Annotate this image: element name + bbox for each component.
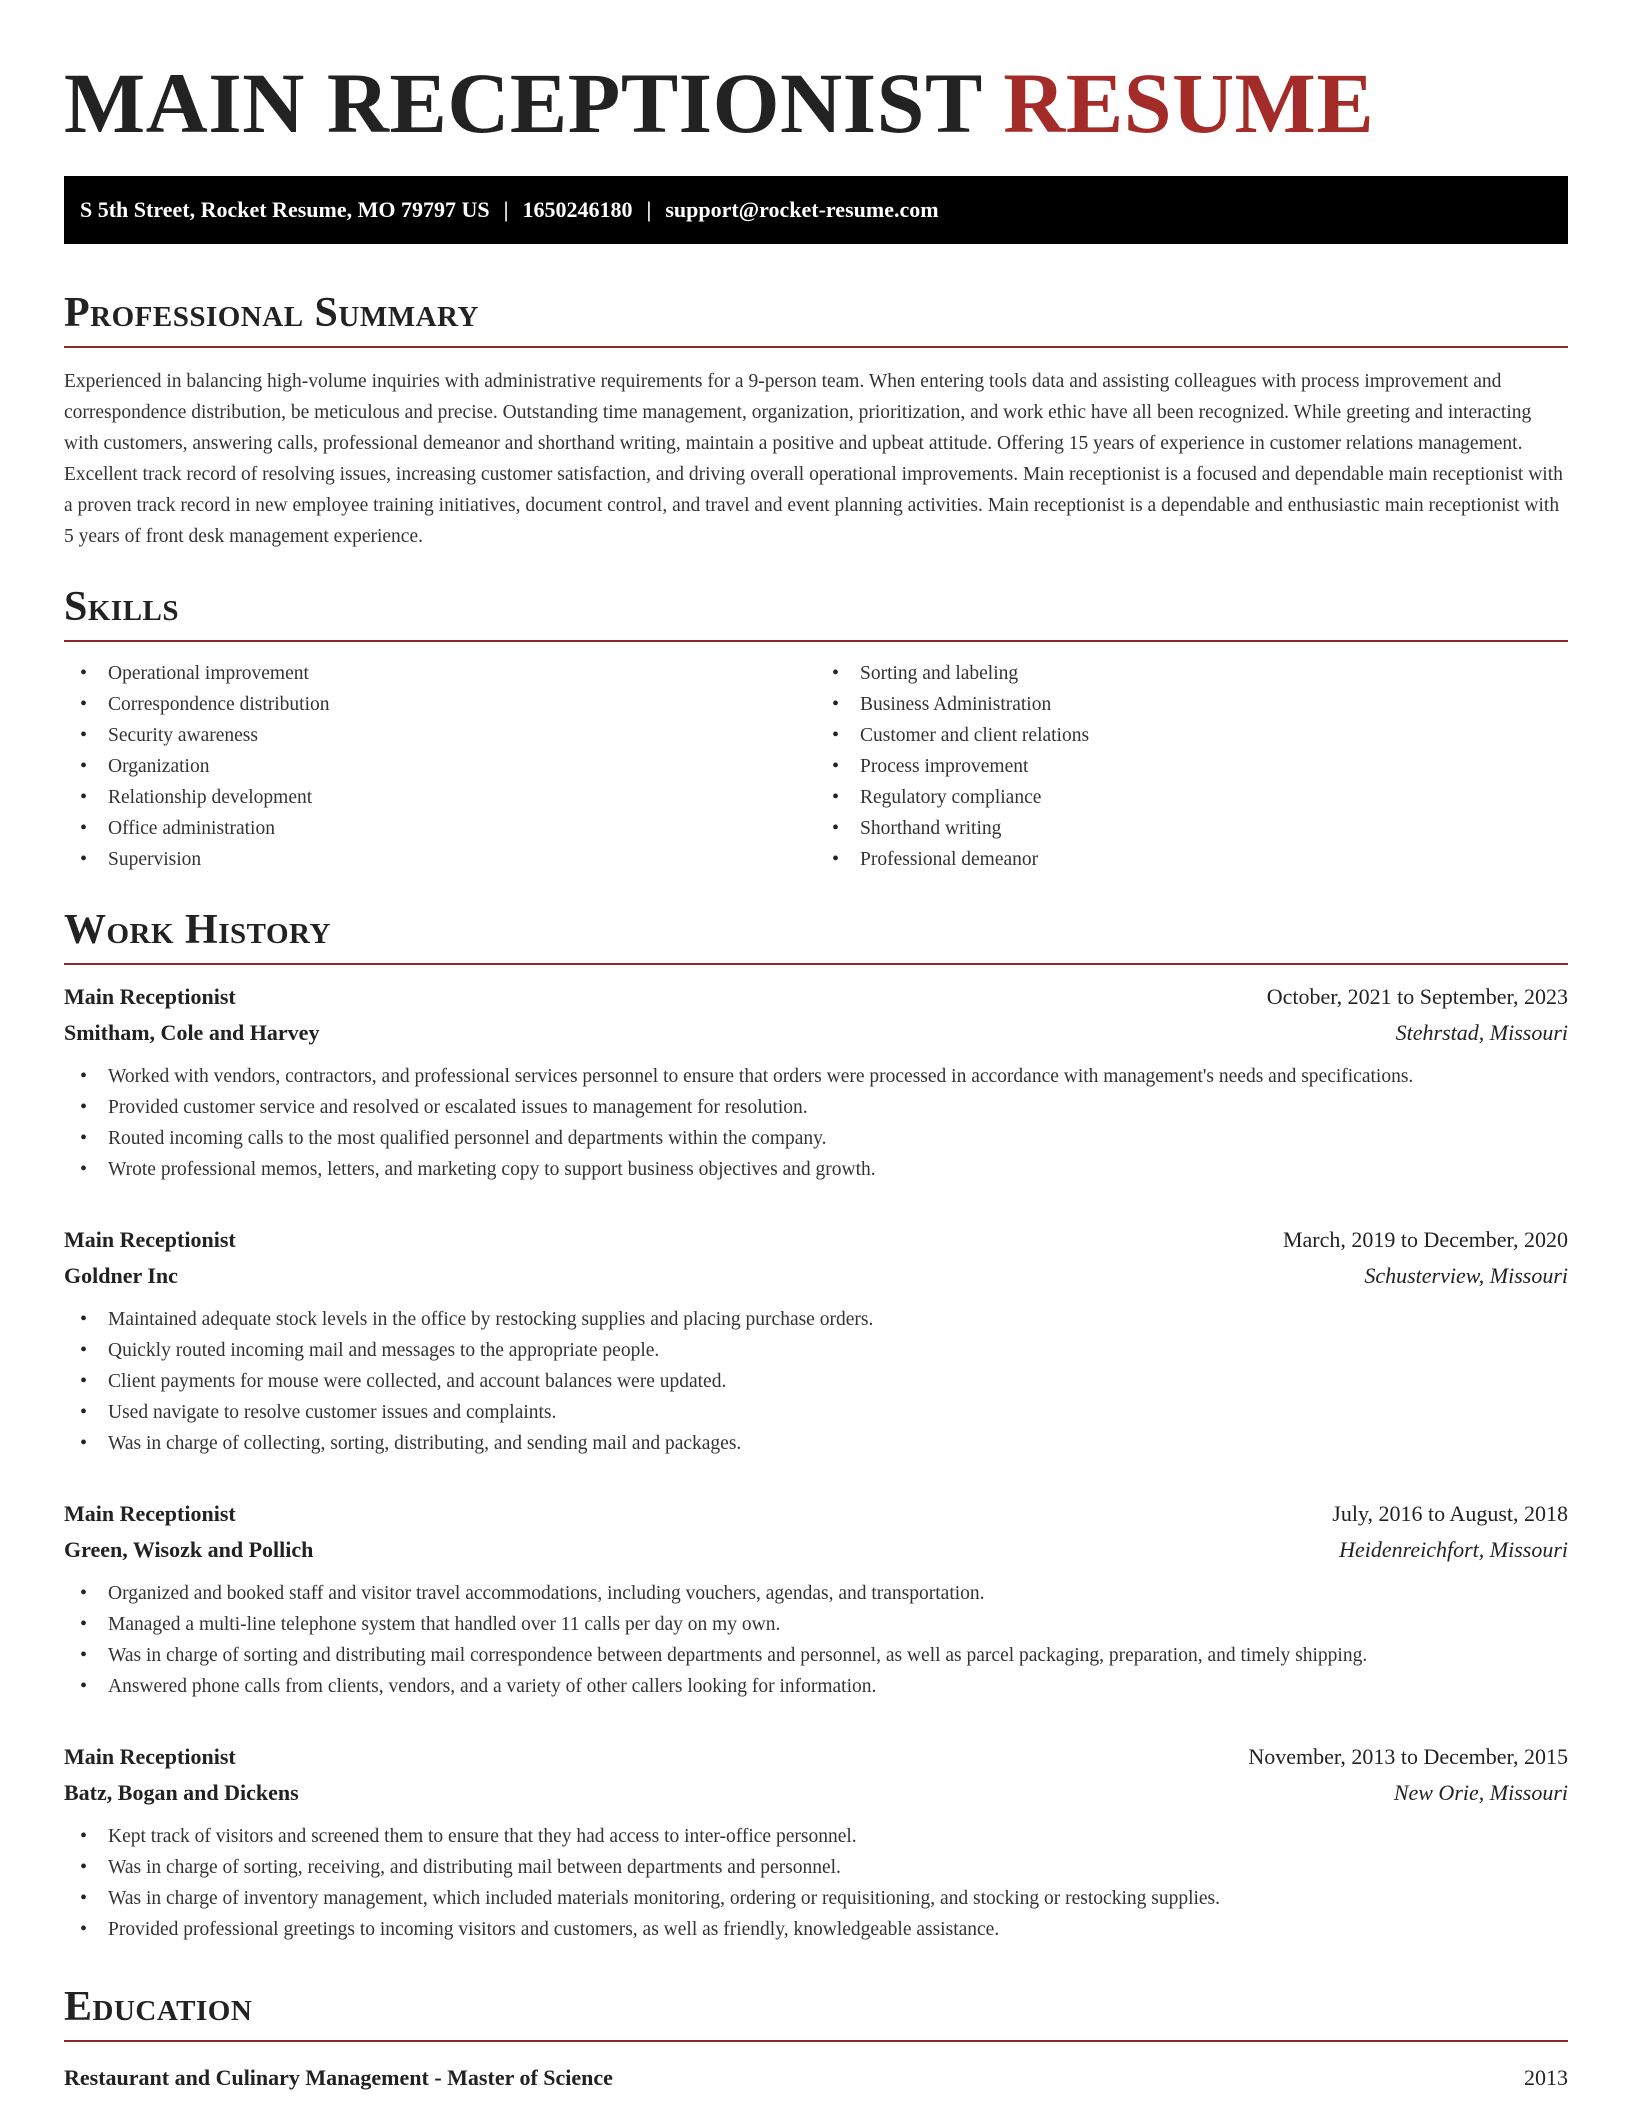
- job-company: Smitham, Cole and Harvey: [64, 1020, 320, 1045]
- job-duty: • Kept track of visitors and screened them to ensure that they had access to inter-office personnel.: [64, 1821, 1568, 1852]
- education-section: [64, 1982, 1568, 2096]
- job-dates: November, 2013 to December, 2015: [1248, 1744, 1568, 1769]
- job-title: Main Receptionist: [64, 1744, 236, 1769]
- skills-heading: Skills: [64, 582, 1568, 642]
- summary-heading: Professional Summary: [64, 288, 1568, 348]
- skills-right-list: [816, 658, 1568, 875]
- job-duty: • Was in charge of sorting and distributing mail correspondence between departments and personnel, as well as parcel packaging, preparation, and timely shipping.: [64, 1640, 1568, 1671]
- education-year: 2013: [1524, 2065, 1568, 2090]
- contact-separator: |: [646, 197, 652, 222]
- contact-address: S 5th Street, Rocket Resume, MO 79797 US: [80, 197, 490, 222]
- job-entry: [64, 1496, 1568, 1702]
- job-duties: [64, 1578, 1568, 1702]
- job-duty: • Managed a multi-line telephone system that handled over 11 calls per day on my own.: [64, 1609, 1568, 1640]
- job-duty: • Maintained adequate stock levels in the office by restocking supplies and placing purchase orders.: [64, 1304, 1568, 1335]
- skill-item: • Sorting and labeling: [816, 658, 1568, 689]
- job-duty: • Provided customer service and resolved or escalated issues to management for resolution.: [64, 1092, 1568, 1123]
- job-title: Main Receptionist: [64, 984, 236, 1009]
- title-main: MAIN RECEPTIONIST: [64, 55, 982, 151]
- education-degree: Restaurant and Culinary Management - Master of Science: [64, 2065, 613, 2090]
- job-company: Batz, Bogan and Dickens: [64, 1780, 299, 1805]
- job-duty: • Was in charge of collecting, sorting, distributing, and sending mail and packages.: [64, 1428, 1568, 1459]
- skill-item: • Shorthand writing: [816, 813, 1568, 844]
- contact-separator: |: [503, 197, 509, 222]
- skill-item: • Regulatory compliance: [816, 782, 1568, 813]
- work-history-heading: Work History: [64, 905, 1568, 965]
- skill-item: • Organization: [64, 751, 816, 782]
- skill-item: • Business Administration: [816, 689, 1568, 720]
- contact-phone: 1650246180: [522, 197, 633, 222]
- job-duty: • Worked with vendors, contractors, and professional services personnel to ensure that orders were processed in accordance with management's needs and specifications.: [64, 1061, 1568, 1092]
- job-duty: • Was in charge of inventory management, which included materials monitoring, ordering or requisitioning, and stocking or restocking supplies.: [64, 1883, 1568, 1914]
- skill-item: • Operational improvement: [64, 658, 816, 689]
- education-heading: Education: [64, 1982, 1568, 2042]
- job-duty: • Client payments for mouse were collected, and account balances were updated.: [64, 1366, 1568, 1397]
- job-duties: [64, 1061, 1568, 1185]
- education-entry: [64, 2060, 1568, 2096]
- job-location: Schusterview, Missouri: [1364, 1263, 1568, 1288]
- job-location: Stehrstad, Missouri: [1395, 1020, 1568, 1045]
- skill-item: • Relationship development: [64, 782, 816, 813]
- summary-text: Experienced in balancing high-volume inquiries with administrative requirements for a 9-person team. When entering tools data and assisting colleagues with process improvement and correspondence distribution, be meticulous and precise. Outstanding time management, organization, prioritization, and work ethic have all been recognized. While greeting and interacting with customers, answering calls, professional demeanor and shorthand writing, maintain a positive and upbeat attitude. Offering 15 years of experience in customer relations management. Excellent track record of resolving issues, increasing customer satisfaction, and driving overall operational improvements. Main receptionist is a focused and dependable main receptionist with a proven track record in new employee training initiatives, document control, and travel and event planning activities. Main receptionist is a dependable and enthusiastic main receptionist with 5 years of front desk management experience.: [64, 371, 1563, 547]
- job-company: Goldner Inc: [64, 1263, 178, 1288]
- summary-section: [64, 288, 1568, 552]
- job-title: Main Receptionist: [64, 1501, 236, 1526]
- skills-section: [64, 582, 1568, 875]
- job-dates: July, 2016 to August, 2018: [1332, 1501, 1568, 1526]
- work-history-section: [64, 905, 1568, 1945]
- contact-bar: [64, 176, 1568, 244]
- job-location: Heidenreichfort, Missouri: [1339, 1537, 1568, 1562]
- job-duty: • Used navigate to resolve customer issues and complaints.: [64, 1397, 1568, 1428]
- skills-columns: [64, 658, 1568, 875]
- skill-item: • Correspondence distribution: [64, 689, 816, 720]
- job-title: Main Receptionist: [64, 1227, 236, 1252]
- job-entry: [64, 1739, 1568, 1945]
- job-duty: • Routed incoming calls to the most qualified personnel and departments within the company.: [64, 1123, 1568, 1154]
- job-entry: [64, 979, 1568, 1185]
- job-dates: March, 2019 to December, 2020: [1282, 1227, 1568, 1252]
- job-duty: • Answered phone calls from clients, vendors, and a variety of other callers looking for information.: [64, 1671, 1568, 1702]
- job-location: New Orie, Missouri: [1393, 1780, 1568, 1805]
- job-duty: • Was in charge of sorting, receiving, and distributing mail between departments and personnel.: [64, 1852, 1568, 1883]
- resume-title: [64, 0, 1568, 176]
- job-duty: • Quickly routed incoming mail and messages to the appropriate people.: [64, 1335, 1568, 1366]
- skill-item: • Supervision: [64, 844, 816, 875]
- job-entry: [64, 1222, 1568, 1459]
- title-accent: RESUME: [1003, 55, 1375, 151]
- job-duty: • Wrote professional memos, letters, and marketing copy to support business objectives and growth.: [64, 1154, 1568, 1185]
- skill-item: • Professional demeanor: [816, 844, 1568, 875]
- job-duties: [64, 1304, 1568, 1459]
- skills-left-list: [64, 658, 816, 875]
- job-company: Green, Wisozk and Pollich: [64, 1537, 314, 1562]
- skill-item: • Office administration: [64, 813, 816, 844]
- job-duty: • Provided professional greetings to incoming visitors and customers, as well as friendly, knowledgeable assistance.: [64, 1914, 1568, 1945]
- skill-item: • Process improvement: [816, 751, 1568, 782]
- skill-item: • Security awareness: [64, 720, 816, 751]
- job-duty: • Organized and booked staff and visitor travel accommodations, including vouchers, agendas, and transportation.: [64, 1578, 1568, 1609]
- skill-item: • Customer and client relations: [816, 720, 1568, 751]
- job-duties: [64, 1821, 1568, 1945]
- job-dates: October, 2021 to September, 2023: [1266, 984, 1568, 1009]
- contact-email: support@rocket-resume.com: [665, 197, 939, 222]
- job-list: [64, 979, 1568, 1945]
